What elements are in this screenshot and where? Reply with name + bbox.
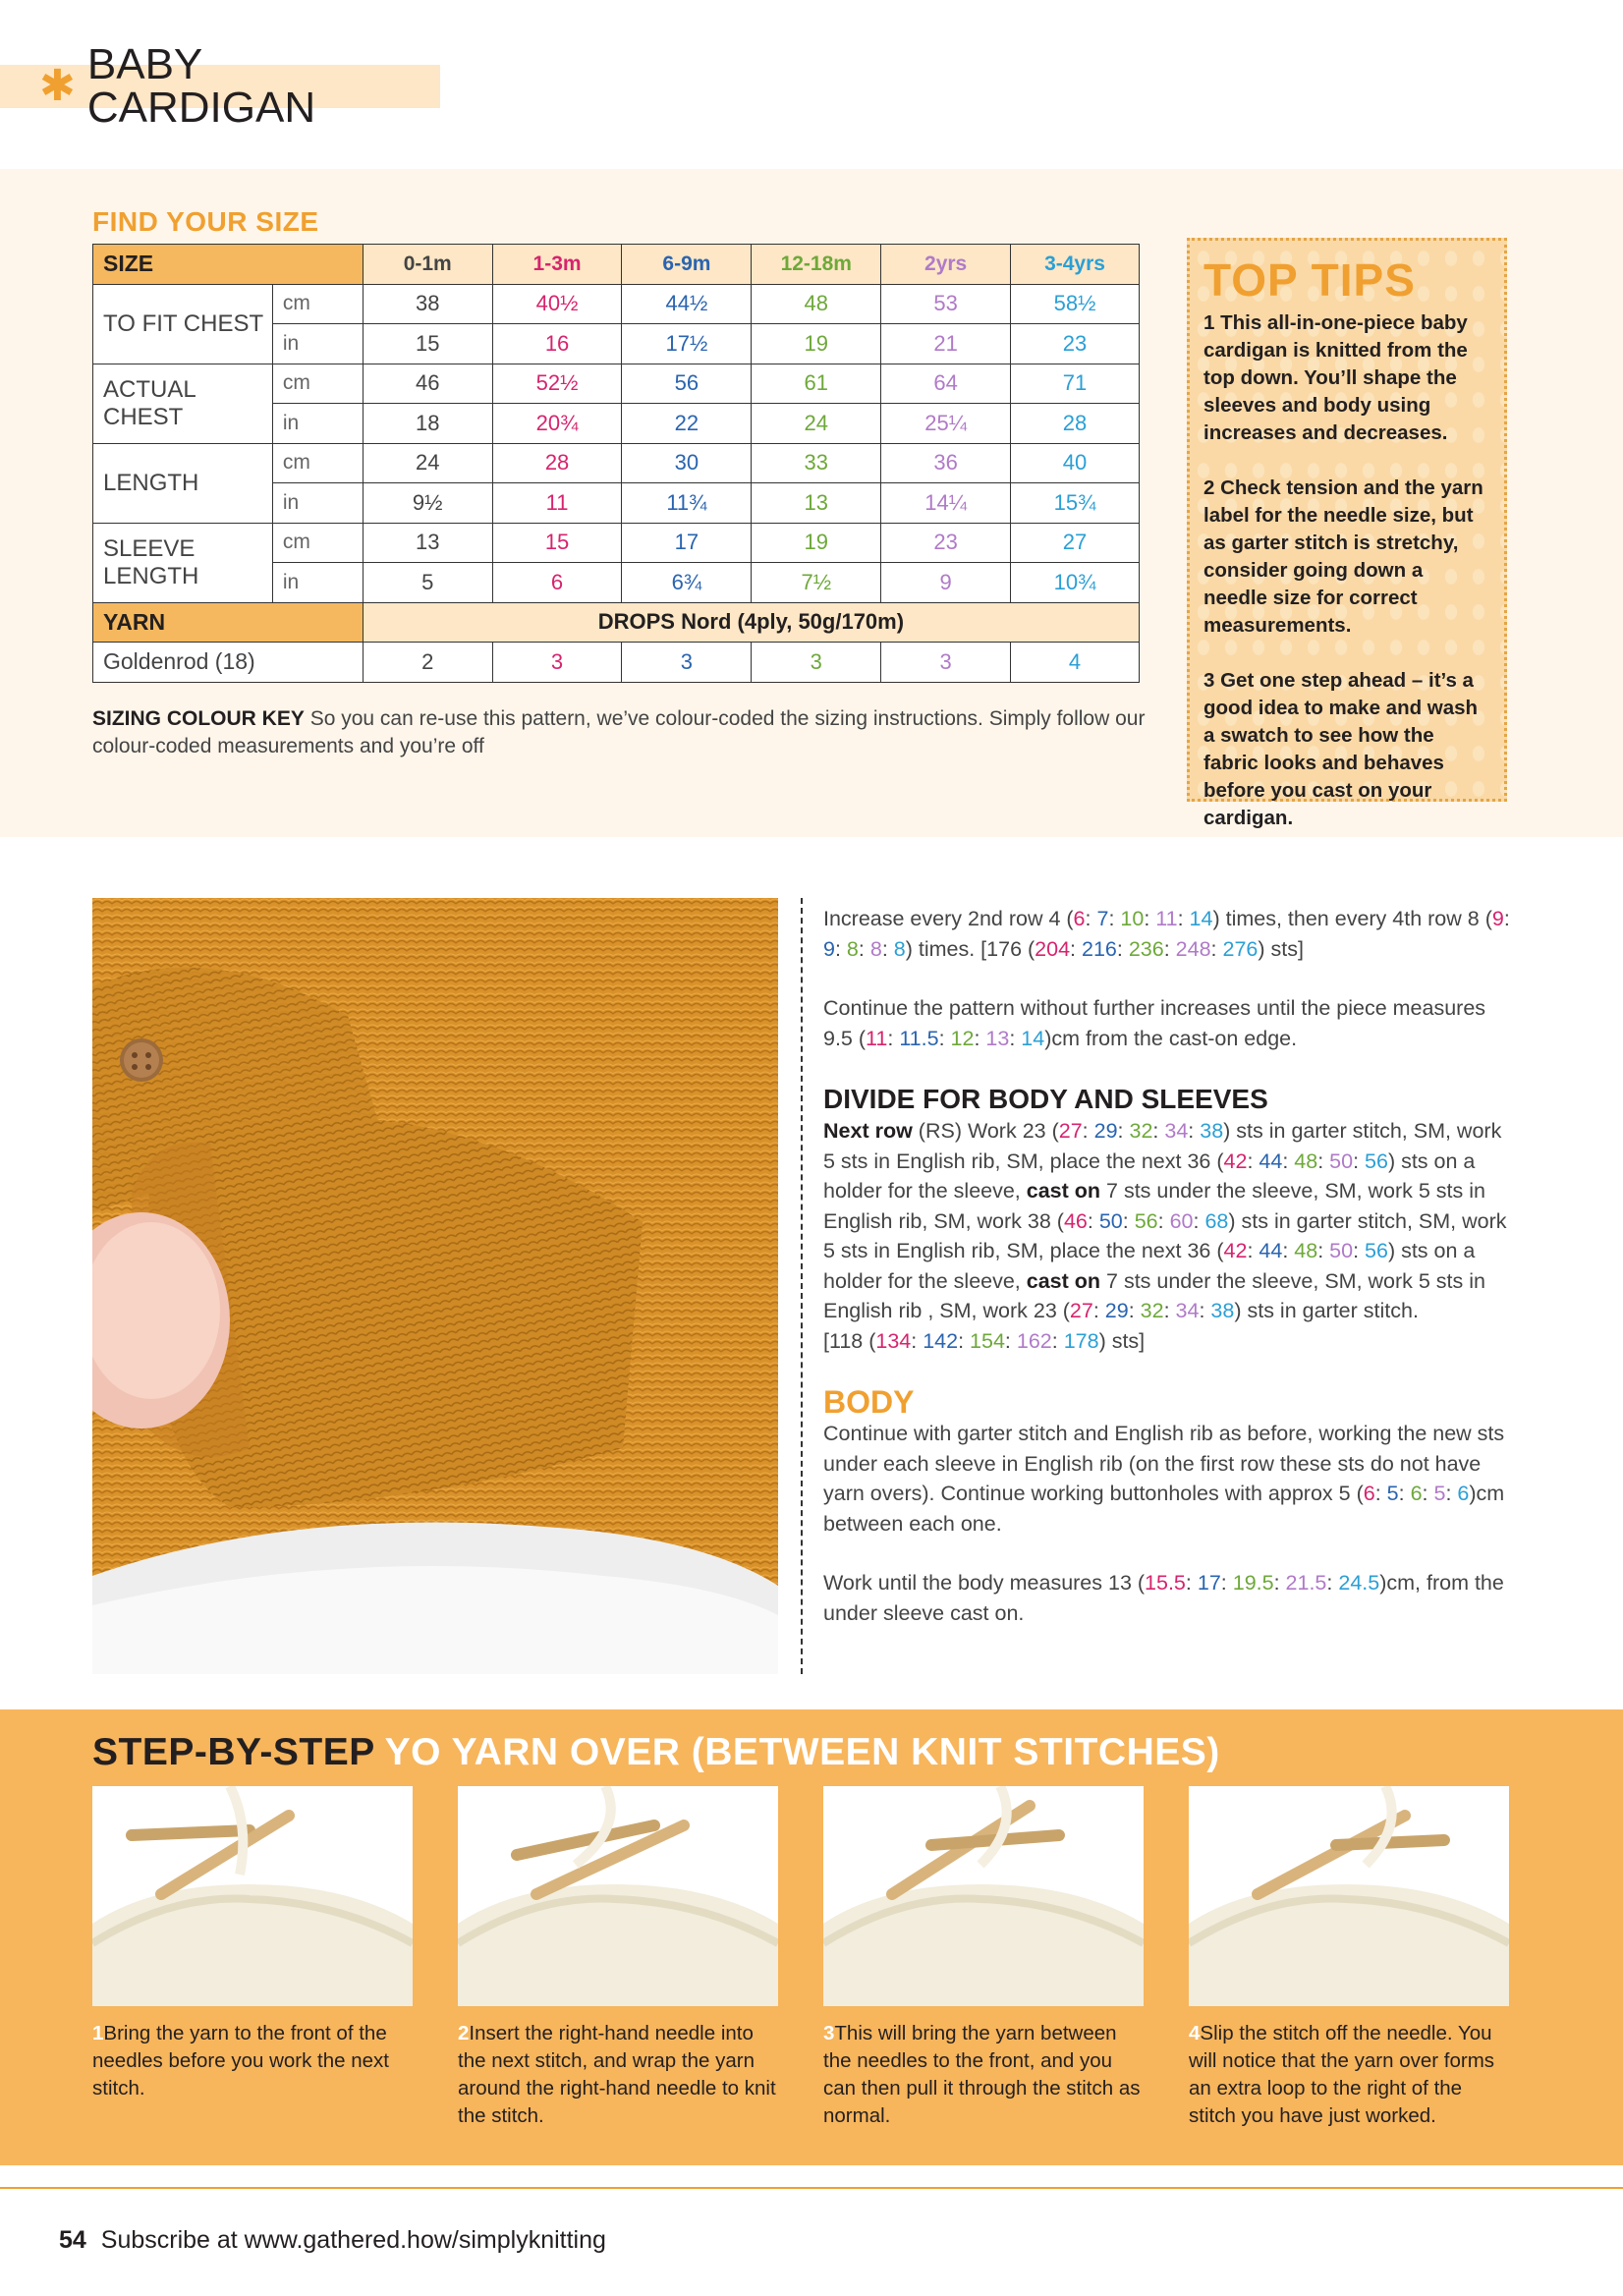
measurement-value: 11 xyxy=(492,483,622,524)
size-value: 8 xyxy=(846,936,859,961)
size-value: 46 xyxy=(1063,1208,1088,1233)
instruction-text: 7 sts under the sleeve, SM, work 5 sts in English rib, SM, work 38 ( xyxy=(823,1179,1485,1233)
measurement-value: 58½ xyxy=(1011,284,1140,324)
measurement-label: SLEEVE LENGTH xyxy=(93,523,273,602)
size-value: 32 xyxy=(1140,1299,1164,1322)
step-3-text: 3This will bring the yarn between the needles to the front, and you can then pull it through the stitch as normal. xyxy=(823,2022,1141,2127)
measurement-value: 71 xyxy=(1011,364,1140,404)
yarn-amount: 3 xyxy=(752,643,881,683)
page-title: BABY CARDIGAN xyxy=(86,40,316,132)
tip-2: 2 Check tension and the yarn label for the needle size, but as garter stitch is stretchy, consider going down a needle size for correct measurements. xyxy=(1203,476,1483,637)
measurement-value: 25¼ xyxy=(881,404,1011,444)
subscribe-link[interactable]: Subscribe at www.gathered.how/simplyknitting xyxy=(100,2226,606,2254)
instruction-body-length: Work until the body measures 13 (15.5: 17: 19.5: 21.5: 24.5)cm, from the under sleeve cast on. xyxy=(823,1571,1504,1625)
instruction-text: ) sts in garter stitch, SM, work 5 sts in English rib, SM, place the next 36 ( xyxy=(823,1119,1502,1173)
measurement-value: 17 xyxy=(622,523,752,563)
yarn-row xyxy=(93,602,1140,643)
size-value: 32 xyxy=(1129,1119,1153,1143)
measurement-value: 61 xyxy=(752,364,881,404)
size-value: 276 xyxy=(1222,936,1259,961)
size-label-cell: SIZE xyxy=(93,245,364,285)
yarn-amount: 4 xyxy=(1011,643,1140,683)
measurement-value: 19 xyxy=(752,324,881,364)
size-value: 24.5 xyxy=(1338,1571,1380,1595)
measurement-value: 15¾ xyxy=(1011,483,1140,524)
tip-3: 3 Get one step ahead – it’s a good idea to make and wash a swatch to see how the fabric looks and behaves before you cast on your cardigan. xyxy=(1203,669,1479,829)
measurement-label: ACTUAL CHEST xyxy=(93,364,273,443)
footer-divider xyxy=(0,2187,1623,2189)
size-value: 21.5 xyxy=(1285,1571,1327,1595)
size-value: 27 xyxy=(1069,1299,1093,1322)
measurement-value: 15 xyxy=(492,523,622,563)
measurement-label: LENGTH xyxy=(93,443,273,523)
size-value: 6 xyxy=(1457,1482,1470,1505)
instruction-increase: Increase every 2nd row 4 (6: 7: 10: 11: 14) times, then every 4th row 8 (9: 9: 8: 8: 8) times. [176 (204: 216: 236: 248: 276) sts] xyxy=(823,907,1510,961)
page-number: 54 xyxy=(59,2226,86,2254)
unit-cell: in xyxy=(272,324,363,364)
measurement-value: 18 xyxy=(363,404,492,444)
measurement-value: 28 xyxy=(492,443,622,483)
size-value: 29 xyxy=(1104,1299,1129,1322)
measurement-row xyxy=(93,284,1140,324)
measurement-value: 6¾ xyxy=(622,563,752,603)
size-value: 9 xyxy=(823,936,835,961)
yarn-amount: 2 xyxy=(363,643,492,683)
measurement-value: 16 xyxy=(492,324,622,364)
size-header-cell: 6-9m xyxy=(622,245,752,285)
sizing-colour-key xyxy=(92,705,1153,760)
measurement-value: 9½ xyxy=(363,483,492,524)
body-heading: BODY xyxy=(823,1384,915,1420)
size-value: 48 xyxy=(1294,1239,1318,1262)
size-value: 34 xyxy=(1164,1119,1189,1143)
step-1-text: 1Bring the yarn to the front of the needles before you work the next stitch. xyxy=(92,2022,389,2100)
size-header-cell: 1-3m xyxy=(492,245,622,285)
unit-cell: in xyxy=(272,483,363,524)
measurement-label: TO FIT CHEST xyxy=(93,284,273,364)
size-value: 50 xyxy=(1098,1208,1123,1233)
size-value: 15.5 xyxy=(1145,1571,1186,1595)
instruction-text: )cm, from the under sleeve cast on. xyxy=(823,1571,1504,1625)
footer xyxy=(59,2226,606,2255)
measurement-value: 13 xyxy=(752,483,881,524)
top-tips-box xyxy=(1187,238,1507,829)
measurement-value: 53 xyxy=(881,284,1011,324)
measurement-value: 64 xyxy=(881,364,1011,404)
step-1-photo xyxy=(92,1786,413,2006)
page-header xyxy=(0,40,440,132)
instruction-bold: cast on xyxy=(1026,1179,1101,1203)
step-2-text: 2Insert the right-hand needle into the next stitch, and wrap the yarn around the right-hand needle to knit the stitch. xyxy=(458,2022,776,2127)
measurement-value: 52½ xyxy=(492,364,622,404)
instruction-text: ) sts on a holder for the sleeve, xyxy=(823,1239,1476,1293)
yarn-amount-row xyxy=(93,643,1140,683)
size-value: 14 xyxy=(1189,907,1213,930)
size-value: 5 xyxy=(1433,1482,1446,1505)
measurement-value: 10¾ xyxy=(1011,563,1140,603)
instruction-text: )cm between each one. xyxy=(823,1482,1505,1536)
size-value: 42 xyxy=(1223,1148,1248,1173)
size-value: 44 xyxy=(1259,1148,1283,1173)
instruction-text: ) sts in garter stitch. xyxy=(1234,1299,1419,1322)
measurement-value: 22 xyxy=(622,404,752,444)
measurement-value: 28 xyxy=(1011,404,1140,444)
size-value: 5 xyxy=(1386,1482,1399,1505)
measurement-value: 19 xyxy=(752,523,881,563)
step-2-photo xyxy=(458,1786,778,2006)
yarn-colour-cell: Goldenrod (18) xyxy=(93,643,364,683)
size-value: 11 xyxy=(1155,907,1178,930)
size-value: 50 xyxy=(1329,1148,1354,1173)
measurement-value: 5 xyxy=(363,563,492,603)
size-value: 248 xyxy=(1175,936,1211,961)
measurement-value: 46 xyxy=(363,364,492,404)
measurement-value: 6 xyxy=(492,563,622,603)
measurement-value: 44½ xyxy=(622,284,752,324)
size-value: 11.5 xyxy=(899,1026,939,1050)
step-3-photo xyxy=(823,1786,1144,2006)
size-value: 10 xyxy=(1120,907,1145,930)
size-value: 12 xyxy=(950,1026,975,1050)
sizing-key-title: SIZING COLOUR KEY xyxy=(92,707,305,730)
measurement-row xyxy=(93,523,1140,563)
measurement-value: 13 xyxy=(363,523,492,563)
size-value: 56 xyxy=(1365,1239,1388,1262)
divide-heading: DIVIDE FOR BODY AND SLEEVES xyxy=(823,1084,1268,1114)
instruction-text: Work until the body measures 13 ( xyxy=(823,1571,1146,1595)
size-value: 7 xyxy=(1096,907,1109,930)
measurement-value: 17½ xyxy=(622,324,752,364)
size-value: 8 xyxy=(893,936,906,961)
unit-cell: cm xyxy=(272,523,363,563)
measurement-value: 24 xyxy=(363,443,492,483)
measurement-value: 20¾ xyxy=(492,404,622,444)
size-value: 6 xyxy=(1073,907,1086,930)
yarn-amount: 3 xyxy=(622,643,752,683)
instruction-text: ) sts] xyxy=(1258,936,1304,961)
instruction-text: 7 sts under the sleeve, SM, work 5 sts in English rib , SM, work 23 ( xyxy=(823,1268,1485,1322)
instruction-continue: Continue the pattern without further increases until the piece measures 9.5 (11: 11.5: 12: 13: 14)cm from the cast-on edge. xyxy=(823,996,1486,1050)
yarn-name-cell: DROPS Nord (4ply, 50g/170m) xyxy=(363,602,1139,643)
yarn-label-cell: YARN xyxy=(93,602,364,643)
top-tips-title: TOP TIPS xyxy=(1203,254,1416,306)
size-table xyxy=(92,244,1140,683)
size-value: 6 xyxy=(1410,1482,1423,1505)
measurement-value: 15 xyxy=(363,324,492,364)
size-value: 56 xyxy=(1365,1148,1388,1173)
size-header-cell: 0-1m xyxy=(363,245,492,285)
instruction-text: Continue with garter stitch and English rib as before, working the new sts under each sleeve in English rib (on the first row these sts do not have yarn overs). Continue working buttonholes with approx 5 ( xyxy=(823,1422,1505,1505)
yarn-amount: 3 xyxy=(492,643,622,683)
measurement-value: 11¾ xyxy=(622,483,752,524)
size-value: 44 xyxy=(1259,1239,1283,1262)
unit-cell: in xyxy=(272,404,363,444)
size-value: 142 xyxy=(923,1328,959,1353)
find-size-heading: FIND YOUR SIZE xyxy=(92,206,319,237)
measurement-value: 36 xyxy=(881,443,1011,483)
step-title-technique: YO YARN OVER (BETWEEN KNIT STITCHES) xyxy=(384,1731,1220,1773)
measurement-value: 40 xyxy=(1011,443,1140,483)
size-value: 154 xyxy=(970,1328,1005,1353)
measurement-value: 21 xyxy=(881,324,1011,364)
measurement-value: 24 xyxy=(752,404,881,444)
instruction-text: ) sts on a holder for the sleeve, xyxy=(823,1148,1476,1203)
step-by-step-title xyxy=(92,1731,1220,1774)
size-header-cell: 2yrs xyxy=(881,245,1011,285)
instruction-text: (RS) Work 23 ( xyxy=(912,1119,1059,1143)
measurement-value: 9 xyxy=(881,563,1011,603)
size-header-cell: 3-4yrs xyxy=(1011,245,1140,285)
asterisk-icon: ✱ xyxy=(39,62,76,110)
size-value: 50 xyxy=(1329,1239,1354,1262)
measurement-value: 40½ xyxy=(492,284,622,324)
size-header-cell: 12-18m xyxy=(752,245,881,285)
unit-cell: cm xyxy=(272,443,363,483)
size-value: 60 xyxy=(1169,1208,1194,1233)
size-value: 48 xyxy=(1294,1148,1318,1173)
instruction-text: Continue the pattern without further increases until the piece measures 9.5 ( xyxy=(823,996,1486,1050)
unit-cell: cm xyxy=(272,364,363,404)
size-value: 11 xyxy=(866,1026,888,1050)
size-value: 38 xyxy=(1200,1119,1224,1143)
instruction-bold: cast on xyxy=(1026,1268,1101,1293)
size-value: 27 xyxy=(1058,1119,1083,1143)
size-value: 17 xyxy=(1197,1571,1221,1595)
size-value: 13 xyxy=(985,1026,1010,1050)
measurement-row xyxy=(93,443,1140,483)
column-divider xyxy=(801,898,803,1674)
step-title-lead: STEP-BY-STEP xyxy=(92,1731,375,1773)
instruction-text: ) sts] xyxy=(1098,1328,1146,1353)
size-header-row xyxy=(93,245,1140,285)
tip-1: 1 This all-in-one-piece baby cardigan is knitted from the top down. You’ll shape the sleeves and body using increases and decreases. xyxy=(1203,311,1468,444)
instruction-text: ) sts in garter stitch, SM, work 5 sts in English rib, SM, place the next 36 ( xyxy=(823,1208,1507,1262)
size-value: 14 xyxy=(1021,1026,1045,1050)
measurement-value: 56 xyxy=(622,364,752,404)
size-value: 204 xyxy=(1035,936,1071,961)
instruction-text: ) times. [176 ( xyxy=(905,936,1035,961)
instruction-text: [118 ( xyxy=(823,1328,876,1353)
instruction-text: )cm from the cast-on edge. xyxy=(1044,1026,1298,1050)
measurement-value: 33 xyxy=(752,443,881,483)
size-value: 236 xyxy=(1128,936,1164,961)
yarn-amount: 3 xyxy=(881,643,1011,683)
instruction-divide: Next row (RS) Work 23 (27: 29: 32: 34: 38) sts in garter stitch, SM, work 5 sts in English rib, SM, place the next 36 (42: 44: 48: 50: 56) sts on a holder for the sleeve, cast on 7 sts under the sleeve, SM, work 5 sts in English rib, SM, work 38 (46: 50: 56: 60: 68) sts in garter stitch, SM, work 5 sts in English rib, SM, place the next 36 (42: 44: 48: 50: 56) sts on a holder for the sleeve, cast on 7 sts under the sleeve, SM, work 5 sts in English rib , SM, work 23 (27: 29: 32: 34: 38) sts in garter stitch. [118 (134: 142: 154: 162: 178) sts] xyxy=(823,1119,1507,1353)
measurement-value: 30 xyxy=(622,443,752,483)
measurement-value: 23 xyxy=(881,523,1011,563)
size-value: 134 xyxy=(875,1328,912,1353)
sizing-key-text: So you can re-use this pattern, we’ve colour-coded the sizing instructions. Simply follow our colour-coded measurements and you’re off xyxy=(92,707,1146,757)
size-value: 29 xyxy=(1093,1119,1118,1143)
instruction-bold: Next row xyxy=(823,1119,913,1143)
measurement-value: 14¼ xyxy=(881,483,1011,524)
size-value: 178 xyxy=(1063,1328,1099,1353)
measurement-row xyxy=(93,364,1140,404)
measurement-value: 27 xyxy=(1011,523,1140,563)
instruction-text: ) times, then every 4th row 8 ( xyxy=(1212,907,1492,930)
measurement-value: 48 xyxy=(752,284,881,324)
size-value: 162 xyxy=(1016,1328,1052,1353)
size-value: 8 xyxy=(869,936,882,961)
pattern-instructions xyxy=(823,904,1515,1657)
measurement-value: 38 xyxy=(363,284,492,324)
instruction-body: Continue with garter stitch and English rib as before, working the new sts under each sleeve in English rib (on the first row these sts do not have yarn overs). Continue working buttonholes with approx 5 (6: 5: 6: 5: 6)cm between each one. xyxy=(823,1422,1505,1536)
size-value: 38 xyxy=(1210,1299,1235,1322)
size-value: 34 xyxy=(1175,1299,1200,1322)
measurement-value: 23 xyxy=(1011,324,1140,364)
measurement-value: 7½ xyxy=(752,563,881,603)
size-value: 68 xyxy=(1204,1208,1229,1233)
cardigan-photo xyxy=(92,898,778,1674)
unit-cell: in xyxy=(272,563,363,603)
size-value: 216 xyxy=(1082,936,1117,961)
size-value: 6 xyxy=(1363,1482,1375,1505)
size-value: 19.5 xyxy=(1232,1571,1274,1595)
step-4-photo xyxy=(1189,1786,1509,2006)
size-value: 9 xyxy=(1491,907,1504,930)
unit-cell: cm xyxy=(272,284,363,324)
size-value: 42 xyxy=(1223,1239,1248,1262)
instruction-text: Increase every 2nd row 4 ( xyxy=(823,907,1074,930)
step-4-text: 4Slip the stitch off the needle. You will notice that the yarn over forms an extra loop to the right of the stitch you have just worked. xyxy=(1189,2022,1495,2127)
size-value: 56 xyxy=(1134,1208,1158,1233)
